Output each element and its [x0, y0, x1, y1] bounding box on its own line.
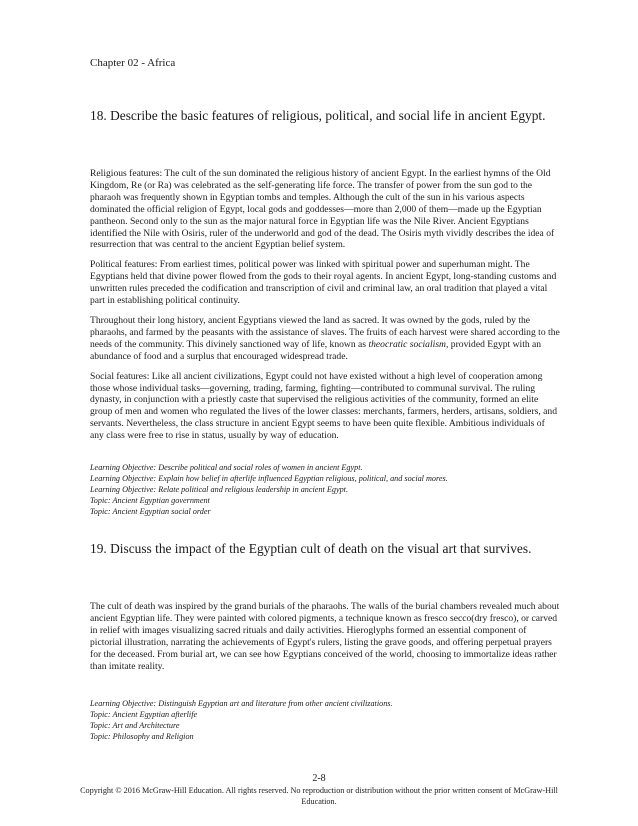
question-18: 18. Describe the basic features of religious, political, and social life in ancient Egypt. — [90, 108, 546, 123]
question-19: 19. Discuss the impact of the Egyptian cult of death on the visual art that survives. — [90, 541, 532, 556]
meta-line: Topic: Ancient Egyptian social order — [90, 507, 211, 516]
q19-learning-objectives — [90, 698, 560, 742]
social-features-paragraph: Social features: Like all ancient civilizations, Egypt could not have existed without a high level of cooperation among those whose individual tasks—governing, trading, farming, fighting—contributed to communal survival. The ruling dynasty, in conjunction with a priestly caste that supervised the religious activities of the community, formed an elite group of men and women who regulated the lives of the lower classes: merchants, farmers, herders, artisans, soldiers, and servants. Nevertheless, the class structure in ancient Egypt seems to have been quite flexible. Ambitious individuals of any class were free to rise in status, usually by way of education. — [90, 370, 558, 442]
chapter-header: Chapter 02 - Africa — [90, 57, 176, 69]
page-number: 2-8 — [312, 773, 326, 784]
meta-line: Topic: Art and Architecture — [90, 721, 180, 730]
meta-line: Topic: Philosophy and Religion — [90, 732, 194, 741]
meta-line: Topic: Ancient Egyptian afterlife — [90, 710, 198, 719]
political-features-paragraph: Political features: From earliest times, political power was linked with spiritual power and superhuman might. The Egyptians held that divine power flowed from the gods to their royal agents. In ancient Egypt, long-standing customs and unwritten rules preceded the codification and transcription of civil and criminal law, an oral tradition that played a vital part in establishing political continuity. — [90, 259, 557, 307]
meta-line: Learning Objective: Describe political and social roles of women in ancient Egypt. — [90, 463, 363, 472]
meta-line: Learning Objective: Distinguish Egyptian art and literature from other ancient civilizations. — [90, 699, 393, 708]
q18-learning-objectives — [90, 462, 560, 517]
meta-line: Learning Objective: Relate political and religious leadership in ancient Egypt. — [90, 485, 349, 494]
land-text-after: , provided Egypt with an abundance of food and a surplus that encouraged widespread trade. — [90, 338, 542, 362]
meta-line: Learning Objective: Explain how belief in afterlife influenced Egyptian religious, political, and social mores. — [90, 474, 448, 483]
theocratic-socialism-term: theocratic socialism — [368, 338, 446, 350]
land-paragraph — [90, 315, 560, 363]
religious-features-paragraph: Religious features: The cult of the sun dominated the religious history of ancient Egypt. In the earliest hymns of the Old Kingdom, Re (or Ra) was celebrated as the self-generating life force. The transfer of power from the sun god to the pharaoh was frequently shown in Egyptian tombs and temples. Although the cult of the sun in his various aspects dominated the official religion of Egypt, local gods and goddesses—more than 2,000 of them—made up the Egyptian pantheon. Second only to the sun as the major natural force in Egyptian life was the Nile River. Ancient Egyptians identified the Nile with Osiris, ruler of the underworld and god of the dead. The Osiris myth vividly describes the idea of resurrection that was central to the ancient Egyptian belief system. — [90, 168, 555, 251]
meta-line: Topic: Ancient Egyptian government — [90, 496, 210, 505]
answer-19 — [90, 601, 560, 680]
answer-18 — [90, 168, 560, 450]
land-text-before: Throughout their long history, ancient Egyptians viewed the land as sacred. It was owned by the gods, ruled by the pharaohs, and farmed by the peasants with the assistance of slaves. The fruits of each harvest were shared according to the needs of the community. This divinely sanctioned way of life, known as — [90, 314, 560, 350]
cult-of-death-paragraph: The cult of death was inspired by the grand burials of the pharaohs. The walls of the burial chambers revealed much about ancient Egyptian life. They were painted with colored pigments, a technique known as fresco secco(dry fresco), or carved in relief with images visualizing sacred rituals and daily activities. Hieroglyphs formed an essential component of pictorial illustration, narrating the achievements of Egypt's rulers, listing the grave goods, and offering perpetual prayers for the deceased. From burial art, we can see how Egyptians conceived of the world, choosing to immortalize ideas rather than imitate reality. — [90, 601, 560, 672]
copyright-notice: Copyright © 2016 McGraw-Hill Education. All rights reserved. No reproduction or distribution without the prior written consent of McGraw-Hill Education. — [80, 786, 558, 806]
